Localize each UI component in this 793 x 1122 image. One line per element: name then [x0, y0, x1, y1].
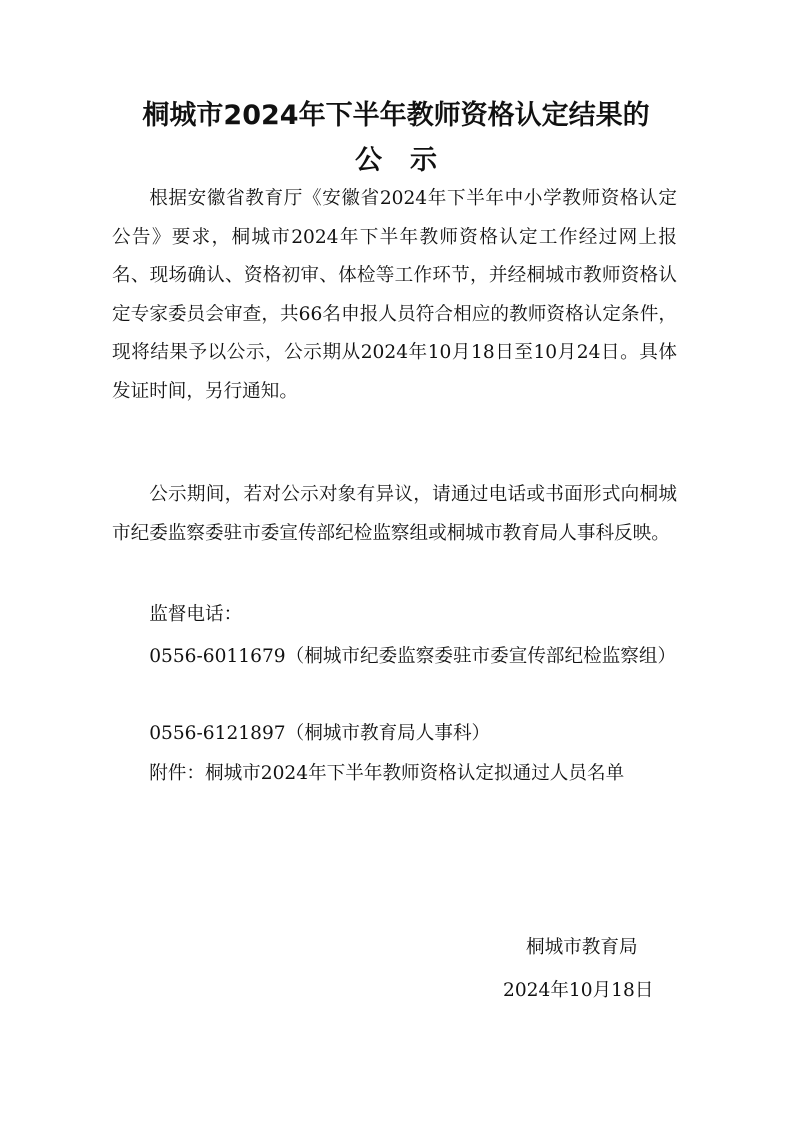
- document-title-subline: 公示: [355, 145, 465, 176]
- attachment-note: 附件：桐城市2024年下半年教师资格认定拟通过人员名单: [149, 763, 625, 784]
- document-title: 桐城市2024年下半年教师资格认定结果的: [142, 100, 650, 131]
- supervision-phone-2: 0556-6121897（桐城市教育局人事科）: [149, 723, 491, 744]
- signature-date: 2024年10月18日: [503, 980, 654, 1001]
- supervision-phone-label: 监督电话：: [149, 604, 243, 625]
- paragraph-announcement: 根据安徽省教育厅《安徽省2024年下半年中小学教师资格认定公告》要求，桐城市2024年下半年教师资格认定工作经过网上报名、现场确认、资格初审、体检等工作环节，并经桐城市教师资格认定专家委员会审查，共66名申报人员符合相应的教师资格认定条件，现将结果予以公示，公示期从2024年10月18日至10月24日。具体发证时间，另行通知。: [112, 188, 677, 402]
- supervision-phone-1: 0556-6011679（桐城市纪委监察委驻市委宣传部纪检监察组）: [149, 646, 677, 667]
- signature-organization: 桐城市教育局: [526, 937, 638, 958]
- paragraph-objection-notice: 公示期间，若对公示对象有异议，请通过电话或书面形式向桐城市纪委监察委驻市委宣传部纪检监察组或桐城市教育局人事科反映。: [112, 484, 677, 544]
